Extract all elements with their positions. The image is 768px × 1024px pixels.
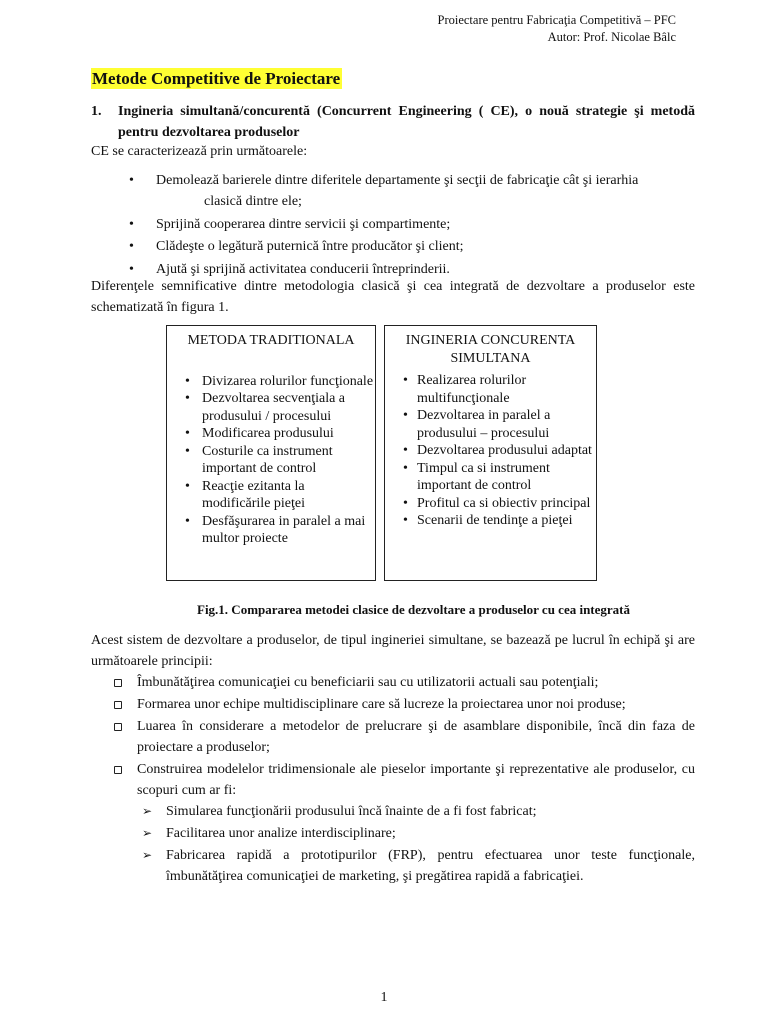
features-list xyxy=(91,170,695,281)
list-item: • Modificarea produsului xyxy=(167,425,375,443)
figure-caption: Fig.1. Compararea metodei clasice de dezvoltare a produselor cu cea integrată xyxy=(197,602,631,617)
page-number: 1 xyxy=(380,990,388,1005)
concurrent-engineering-title: INGINERIA CONCURENTA SIMULTANA xyxy=(405,333,576,366)
list-item: • Costurile ca instrument important de control xyxy=(167,443,375,478)
differences-paragraph: Diferenţele semnificative dintre metodologia clasică şi cea integrată de dezvoltare a produselor este schematizată în figura 1. xyxy=(91,279,695,315)
list-item: ➢ Simularea funcţionării produsului încă înainte de a fi fost fabricat; xyxy=(129,801,695,822)
list-item: • Timpul ca si instrument important de control xyxy=(385,460,596,495)
document-title: Metode Competitive de Proiectare xyxy=(92,69,341,88)
purposes-list xyxy=(137,801,695,887)
list-item: Luarea în considerare a metodelor de prelucrare şi de asamblare disponibile, încă din faza de proiectare a produselor; xyxy=(91,716,695,758)
list-item: • Divizarea rolurilor funcţionale xyxy=(167,373,375,391)
list-item: ➢ Fabricarea rapidă a prototipurilor (FRP), pentru efectuarea unor teste funcţionale, îmbunătăţirea comunicaţiei de marketing, şi pregătirea rapidă a fabricaţiei. xyxy=(129,845,695,887)
running-header xyxy=(438,12,677,46)
concurrent-engineering-box xyxy=(384,325,597,581)
header-course: Proiectare pentru Fabricaţia Competitivă – PFC xyxy=(437,13,676,27)
list-item: • Desfăşurarea in paralel a mai multor proiecte xyxy=(167,513,375,548)
list-item: Îmbunătăţirea comunicaţiei cu beneficiarii sau cu utilizatorii actuali sau potenţiali; xyxy=(91,672,695,693)
header-author: Autor: Prof. Nicolae Bâlc xyxy=(547,30,676,44)
traditional-method-box xyxy=(166,325,376,581)
list-item: Formarea unor echipe multidisciplinare care să lucreze la proiectarea unor noi produse; xyxy=(91,694,695,715)
list-item: • Ajută şi sprijină activitatea conducerii întreprinderii. xyxy=(91,259,695,280)
list-item: • Profitul ca si obiectiv principal xyxy=(385,495,596,513)
list-item: • Realizarea rolurilor multifuncţionale xyxy=(385,372,596,407)
list-item: • Dezvoltarea secvenţiala a produsului / procesului xyxy=(167,390,375,425)
section-heading xyxy=(91,101,695,143)
list-item: • Sprijină cooperarea dintre servicii şi compartimente; xyxy=(91,214,695,235)
intro-paragraph: CE se caracterizează prin următoarele: xyxy=(91,144,308,159)
traditional-method-title: METODA TRADITIONALA xyxy=(187,333,355,348)
system-paragraph: Acest sistem de dezvoltare a produselor, de tipul ingineriei simultane, se bazează pe lucrul în echipă şi are următoarele principii: xyxy=(91,633,695,669)
principles-list xyxy=(91,672,695,888)
list-item: Construirea modelelor tridimensionale ale pieselor importante şi reprezentative ale produselor, cu scopuri cum ar fi: ➢ Simularea funcţionării produsului încă înainte de a fi fost fabricat; ➢ Facilitarea unor analize interdisciplinare; ➢ Fabricarea rapidă a prototipurilor (FRP), pentru efectuarea unor teste funcţionale, îmbunătăţirea comunicaţiei de marketing, şi pregătirea rapidă a fabricaţiei. xyxy=(91,759,695,887)
section-number: 1. xyxy=(91,104,102,119)
list-item: ➢ Facilitarea unor analize interdisciplinare; xyxy=(129,823,695,844)
list-item: • Dezvoltarea produsului adaptat xyxy=(385,442,596,460)
list-item: • Reacţie ezitanta la modificările pieţei xyxy=(167,478,375,513)
list-item: • Clădeşte o legătură puternică între producător şi client; xyxy=(91,236,695,257)
section-heading-text: Ingineria simultană/concurentă (Concurrent Engineering ( CE), o nouă strategie şi metodă pentru dezvoltarea produselor xyxy=(118,104,695,140)
list-item: • Scenarii de tendinţe a pieţei xyxy=(385,512,596,530)
list-item: • Dezvoltarea in paralel a produsului – procesului xyxy=(385,407,596,442)
list-item: • Demolează barierele dintre diferitele departamente şi secţii de fabricaţie cât şi ierarhia clasică dintre ele; xyxy=(91,170,695,212)
